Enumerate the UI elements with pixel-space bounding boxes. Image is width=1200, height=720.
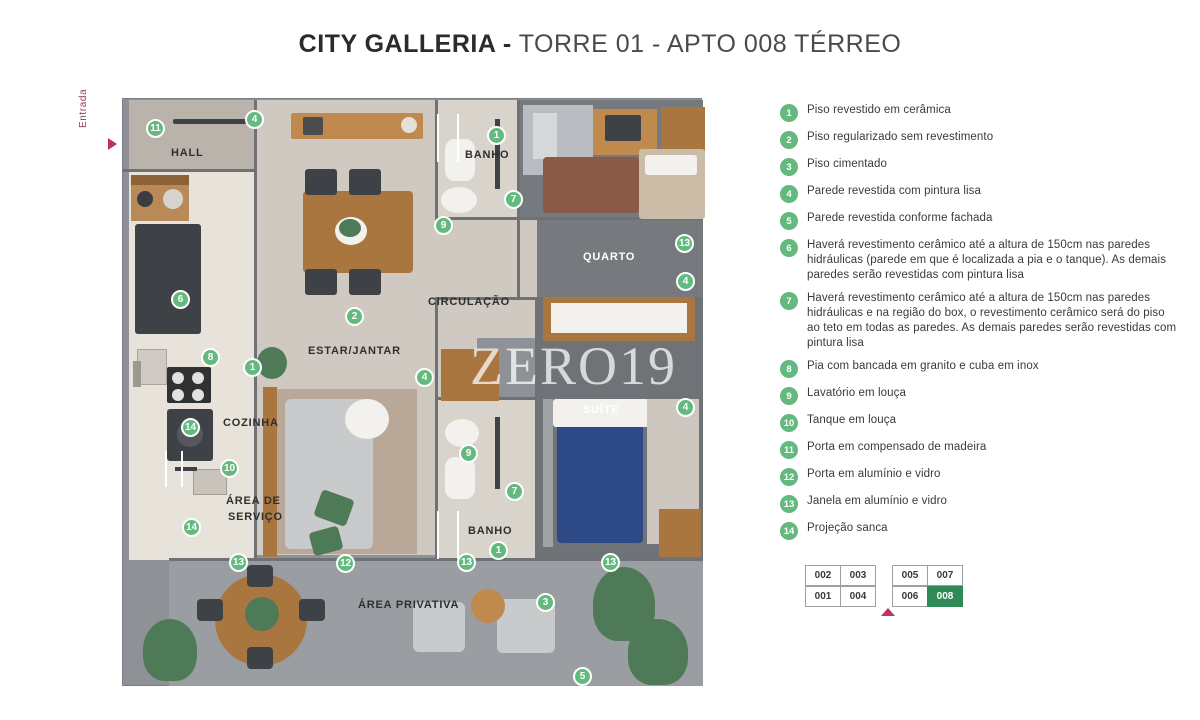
stove-burner-4	[192, 389, 204, 401]
key-map-arrow-icon	[881, 608, 895, 616]
plan-marker-4: 4	[415, 368, 434, 387]
plan-marker-1: 1	[243, 358, 262, 377]
unit-key-map	[805, 565, 962, 607]
room-label-quarto: QUARTO	[583, 251, 636, 263]
plan-marker-13: 13	[675, 234, 694, 253]
bedroom-monitor	[605, 115, 641, 141]
key-map-row-bottom	[805, 586, 962, 607]
legend-number-badge: 8	[780, 360, 798, 378]
room-label-hall: HALL	[171, 147, 204, 159]
console-object-1	[303, 117, 323, 135]
plan-marker-5: 5	[573, 667, 592, 686]
balcony-table-plant	[245, 597, 279, 631]
key-map-unit-007[interactable]: 007	[927, 565, 963, 586]
legend-number-badge: 4	[780, 185, 798, 203]
legend-number-badge: 6	[780, 239, 798, 257]
legend-item-label: Piso cimentado	[807, 158, 888, 170]
key-map-gap	[875, 586, 893, 607]
stove-burner-1	[172, 372, 184, 384]
bedroom-curtain-1	[533, 113, 557, 159]
legend-item-label: Lavatório em louça	[807, 387, 906, 399]
legend-item-8	[780, 359, 1180, 378]
plan-marker-7: 7	[504, 190, 523, 209]
kitchen-fridge	[135, 224, 201, 334]
balcony-chair-1	[197, 599, 223, 621]
entrance-label: Entrada	[78, 88, 89, 128]
legend-list	[780, 103, 1180, 548]
kitchen-plate	[163, 189, 183, 209]
legend-item-label: Haverá revestimento cerâmico até a altura de 150cm nas paredes hidráulicas e na região do box, o revestimento cerâmico será do piso ao teto em todas as paredes. As demais paredes serão revestidas com pintura lisa	[807, 292, 1177, 349]
balcony-side-table	[471, 589, 505, 623]
dining-chair-1	[305, 169, 337, 195]
legend-item-label: Janela em alumínio e vidro	[807, 495, 948, 507]
room-label-area-privativa: ÁREA PRIVATIVA	[358, 599, 460, 611]
legend-item-9	[780, 386, 1180, 405]
plan-marker-3: 3	[536, 593, 555, 612]
page-title-strong: CITY GALLERIA -	[298, 30, 512, 58]
dining-chair-2	[349, 169, 381, 195]
legend-number-badge: 3	[780, 158, 798, 176]
key-map-unit-004[interactable]: 004	[840, 586, 876, 607]
plan-marker-12: 12	[336, 554, 355, 573]
legend-number-badge: 12	[780, 468, 798, 486]
legend-number-badge: 14	[780, 522, 798, 540]
legend-item-label: Porta em compensado de madeira	[807, 441, 987, 453]
suite-headboard	[543, 399, 553, 547]
plan-marker-1: 1	[487, 126, 506, 145]
plan-marker-8: 8	[201, 348, 220, 367]
legend-number-badge: 2	[780, 131, 798, 149]
plan-marker-14: 14	[182, 518, 201, 537]
legend-item-label: Piso regularizado sem revestimento	[807, 131, 994, 143]
key-map-unit-005[interactable]: 005	[892, 565, 928, 586]
plan-marker-1: 1	[489, 541, 508, 560]
bath2-toilet	[445, 457, 475, 499]
floorplan-canvas	[122, 98, 702, 686]
console-object-2	[401, 117, 417, 133]
key-map-unit-001[interactable]: 001	[805, 586, 841, 607]
plan-marker-6: 6	[171, 290, 190, 309]
door-swing-bath1	[437, 114, 459, 162]
room-label-cozinha: COZINHA	[223, 417, 279, 429]
plan-marker-10: 10	[220, 459, 239, 478]
floor-hall	[129, 100, 254, 172]
legend-item-5	[780, 211, 1180, 230]
legend-item-14	[780, 521, 1180, 540]
living-plant	[257, 347, 287, 379]
plan-marker-4: 4	[676, 398, 695, 417]
kitchen-stove-side	[133, 361, 141, 387]
key-map-row-top	[805, 565, 962, 586]
plan-marker-9: 9	[459, 444, 478, 463]
legend-number-badge: 11	[780, 441, 798, 459]
wall-balcony-top	[169, 558, 703, 561]
bath2-door	[495, 417, 500, 489]
balcony-chair-4	[247, 647, 273, 669]
plan-marker-9: 9	[434, 216, 453, 235]
key-map-unit-008[interactable]: 008	[927, 586, 963, 607]
plan-marker-2: 2	[345, 307, 364, 326]
plan-marker-13: 13	[601, 553, 620, 572]
key-map-gap	[875, 565, 893, 586]
plan-marker-4: 4	[245, 110, 264, 129]
bedroom-blanket	[543, 157, 639, 213]
legend-number-badge: 13	[780, 495, 798, 513]
legend-item-7	[780, 291, 1180, 351]
balcony-plant-right-2	[628, 619, 688, 685]
legend-item-4	[780, 184, 1180, 203]
legend-item-label: Piso revestido em cerâmica	[807, 104, 951, 116]
legend-item-1	[780, 103, 1180, 122]
room-label-suite: SUÍTE	[583, 404, 620, 416]
legend-number-badge: 1	[780, 104, 798, 122]
coffee-table	[345, 399, 389, 439]
kitchen-counter-edge	[131, 175, 189, 185]
plan-marker-11: 11	[146, 119, 165, 138]
living-sidewall	[263, 387, 277, 557]
page-title	[0, 30, 1200, 59]
bedroom-pillow	[645, 155, 697, 175]
plan-marker-13: 13	[229, 553, 248, 572]
entrance-arrow-icon	[108, 138, 117, 150]
legend-number-badge: 10	[780, 414, 798, 432]
bath2-lavatory	[445, 419, 479, 447]
legend-number-badge: 9	[780, 387, 798, 405]
legend-item-2	[780, 130, 1180, 149]
legend-item-label: Parede revestida com pintura lisa	[807, 185, 981, 197]
suite-bed-cover	[557, 417, 643, 543]
legend-item-6	[780, 238, 1180, 283]
kitchen-sink-bowl	[137, 191, 153, 207]
plan-marker-13: 13	[457, 553, 476, 572]
dining-chair-4	[349, 269, 381, 295]
plan-marker-14: 14	[181, 418, 200, 437]
watermark: ZERO19	[470, 336, 677, 396]
page-title-light: TORRE 01 - APTO 008 TÉRREO	[511, 30, 902, 58]
key-map-unit-003[interactable]: 003	[840, 565, 876, 586]
suite-nightstand	[659, 509, 701, 557]
dining-chair-3	[305, 269, 337, 295]
wall-suite-left	[535, 298, 538, 560]
corridor-closet	[441, 349, 499, 401]
key-map-unit-006[interactable]: 006	[892, 586, 928, 607]
legend-item-10	[780, 413, 1180, 432]
stove-burner-2	[192, 372, 204, 384]
room-label-circulacao: CIRCULAÇÃO	[428, 296, 510, 308]
stove-burner-3	[172, 389, 184, 401]
room-label-banho-2: BANHO	[468, 525, 513, 537]
sideboard-panel	[551, 303, 687, 333]
plan-marker-7: 7	[505, 482, 524, 501]
wall-kitchen-living	[254, 100, 257, 560]
legend-item-label: Parede revestida conforme fachada	[807, 212, 993, 224]
legend-item-label: Porta em alumínio e vidro	[807, 468, 941, 480]
room-label-area-servico-2: SERVIÇO	[228, 511, 283, 523]
room-label-estar-jantar: ESTAR/JANTAR	[308, 345, 401, 357]
legend-item-label: Pia com bancada em granito e cuba em inox	[807, 360, 1039, 372]
legend-item-label: Tanque em louça	[807, 414, 897, 426]
balcony-chair-3	[247, 565, 273, 587]
legend-item-3	[780, 157, 1180, 176]
dining-plant	[339, 219, 361, 237]
floor-corridor	[437, 218, 537, 338]
legend-item-12	[780, 467, 1180, 486]
balcony-chair-2	[299, 599, 325, 621]
key-map-unit-002[interactable]: 002	[805, 565, 841, 586]
bath1-lavatory	[441, 187, 477, 213]
room-label-area-servico-1: ÁREA DE	[226, 495, 281, 507]
door-swing-service	[165, 451, 183, 487]
plan-marker-4: 4	[676, 272, 695, 291]
legend-number-badge: 5	[780, 212, 798, 230]
balcony-plant-left	[143, 619, 197, 681]
legend-number-badge: 7	[780, 292, 798, 310]
hall-shelf	[173, 119, 253, 124]
legend-item-13	[780, 494, 1180, 513]
legend-item-label: Projeção sanca	[807, 522, 888, 534]
kitchen-cabinet	[137, 349, 167, 385]
legend-item-label: Haverá revestimento cerâmico até a altura de 150cm nas paredes hidráulicas (parede em que é localizada a pia e o tanque). As demais paredes serão revestidas com pintura lisa	[807, 239, 1167, 281]
door-swing-bath2	[437, 511, 459, 559]
room-label-banho-1: BANHO	[465, 149, 510, 161]
wall-hall-kitchen	[123, 169, 256, 172]
legend-item-11	[780, 440, 1180, 459]
